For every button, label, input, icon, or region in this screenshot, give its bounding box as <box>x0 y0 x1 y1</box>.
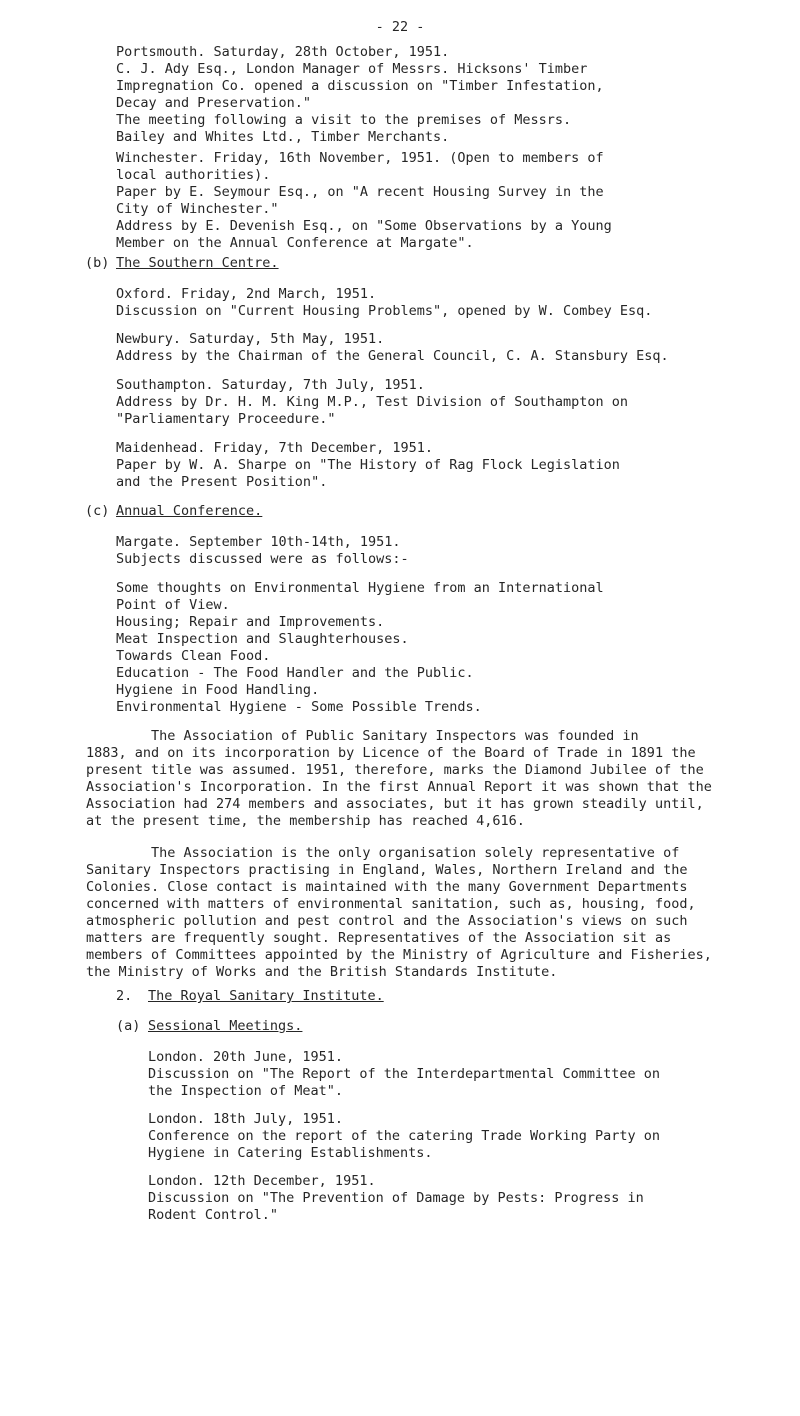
text-line: Address by the Chairman of the General Council, C. A. Stansbury Esq. <box>116 348 669 364</box>
text-line: at the present time, the membership has reached 4,616. <box>86 813 525 829</box>
list-item: Point of View. <box>116 597 230 613</box>
text-line: London. 12th December, 1951. <box>148 1173 376 1189</box>
list-item: Meat Inspection and Slaughterhouses. <box>116 631 409 647</box>
section-2a-heading: Sessional Meetings. <box>148 1018 303 1034</box>
text-line: Paper by W. A. Sharpe on "The History of Rag Flock Legislation <box>116 457 620 473</box>
entry-london-july <box>148 1111 800 1162</box>
text-line: Association's Incorporation. In the first Annual Report it was shown that the <box>86 779 712 795</box>
text-line: Paper by E. Seymour Esq., on "A recent Housing Survey in the <box>116 184 604 200</box>
text-line: Newbury. Saturday, 5th May, 1951. <box>116 331 385 347</box>
text-line: and the Present Position". <box>116 474 328 490</box>
text-line: Rodent Control." <box>148 1207 279 1223</box>
text-line: Margate. September 10th-14th, 1951. <box>116 534 401 550</box>
text-line: Address by E. Devenish Esq., on "Some Observations by a Young <box>116 218 612 234</box>
section-2a-label: (a) <box>116 1018 141 1034</box>
text-line: London. 18th July, 1951. <box>148 1111 344 1127</box>
list-item: Education - The Food Handler and the Public. <box>116 665 474 681</box>
text-line: present title was assumed. 1951, therefore, marks the Diamond Jubilee of the <box>86 762 704 778</box>
list-item: Environmental Hygiene - Some Possible Trends. <box>116 699 482 715</box>
section-heading: Annual Conference. <box>116 503 263 519</box>
text-line: Hygiene in Catering Establishments. <box>148 1145 433 1161</box>
page-number: - 22 - <box>375 19 425 35</box>
section-2-number: 2. <box>116 988 133 1004</box>
text-line: local authorities). <box>116 167 271 183</box>
entry-london-june <box>148 1049 800 1100</box>
text-line: Colonies. Close contact is maintained with the many Government Departments <box>86 879 688 895</box>
text-line: Decay and Preservation." <box>116 95 312 111</box>
entry-southampton <box>116 377 786 428</box>
text-line: Bailey and Whites Ltd., Timber Merchants. <box>116 129 450 145</box>
text-line: Discussion on "The Report of the Interdepartmental Committee on <box>148 1066 661 1082</box>
text-line: City of Winchester." <box>116 201 279 217</box>
text-line: The Association of Public Sanitary Inspectors was founded in <box>86 728 639 744</box>
text-line: concerned with matters of environmental sanitation, such as, housing, food, <box>86 896 696 912</box>
text-line: the Ministry of Works and the British Standards Institute. <box>86 964 558 980</box>
paragraph-organisation <box>86 845 786 981</box>
entry-portsmouth <box>116 44 786 146</box>
text-line: Winchester. Friday, 16th November, 1951. (Open to members of <box>116 150 604 166</box>
text-line: Southampton. Saturday, 7th July, 1951. <box>116 377 425 393</box>
text-line: Subjects discussed were as follows:- <box>116 551 409 567</box>
text-line: matters are frequently sought. Representatives of the Association sit as <box>86 930 672 946</box>
text-line: the Inspection of Meat". <box>148 1083 344 1099</box>
paragraph-founded <box>86 728 786 830</box>
text-line: atmospheric pollution and pest control and the Association's views on such <box>86 913 688 929</box>
section-b-label: (b) <box>85 255 110 271</box>
entry-oxford <box>116 286 786 320</box>
section-c-label: (c) <box>85 503 110 519</box>
text-line: C. J. Ady Esq., London Manager of Messrs. Hicksons' Timber <box>116 61 588 77</box>
section-c-heading <box>116 503 786 520</box>
list-item: Towards Clean Food. <box>116 648 271 664</box>
text-line: Maidenhead. Friday, 7th December, 1951. <box>116 440 433 456</box>
text-line: Oxford. Friday, 2nd March, 1951. <box>116 286 377 302</box>
section-b-heading <box>116 255 786 272</box>
entry-newbury <box>116 331 786 365</box>
text-line: Sanitary Inspectors practising in England, Wales, Northern Ireland and the <box>86 862 688 878</box>
text-line: Address by Dr. H. M. King M.P., Test Division of Southampton on <box>116 394 629 410</box>
text-line: London. 20th June, 1951. <box>148 1049 344 1065</box>
section-heading: The Southern Centre. <box>116 255 279 271</box>
text-line: The Association is the only organisation solely representative of <box>86 845 680 861</box>
list-item: Housing; Repair and Improvements. <box>116 614 385 630</box>
text-line: Portsmouth. Saturday, 28th October, 1951. <box>116 44 450 60</box>
text-line: members of Committees appointed by the Ministry of Agriculture and Fisheries, <box>86 947 712 963</box>
text-line: Discussion on "Current Housing Problems", opened by W. Combey Esq. <box>116 303 653 319</box>
entry-margate <box>116 534 786 568</box>
text-line: Conference on the report of the catering Trade Working Party on <box>148 1128 661 1144</box>
entry-maidenhead <box>116 440 786 491</box>
text-line: 1883, and on its incorporation by Licence of the Board of Trade in 1891 the <box>86 745 696 761</box>
text-line: The meeting following a visit to the premises of Messrs. <box>116 112 572 128</box>
subjects-list <box>116 580 786 716</box>
text-line: Impregnation Co. opened a discussion on "Timber Infestation, <box>116 78 604 94</box>
entry-london-december <box>148 1173 800 1224</box>
text-line: "Parliamentary Proceedure." <box>116 411 336 427</box>
list-item: Hygiene in Food Handling. <box>116 682 320 698</box>
text-line: Discussion on "The Prevention of Damage by Pests: Progress in <box>148 1190 644 1206</box>
section-2-heading: The Royal Sanitary Institute. <box>148 988 384 1004</box>
list-item: Some thoughts on Environmental Hygiene from an International <box>116 580 604 596</box>
text-line: Member on the Annual Conference at Margate". <box>116 235 474 251</box>
text-line: Association had 274 members and associates, but it has grown steadily until, <box>86 796 704 812</box>
entry-winchester <box>116 150 786 252</box>
